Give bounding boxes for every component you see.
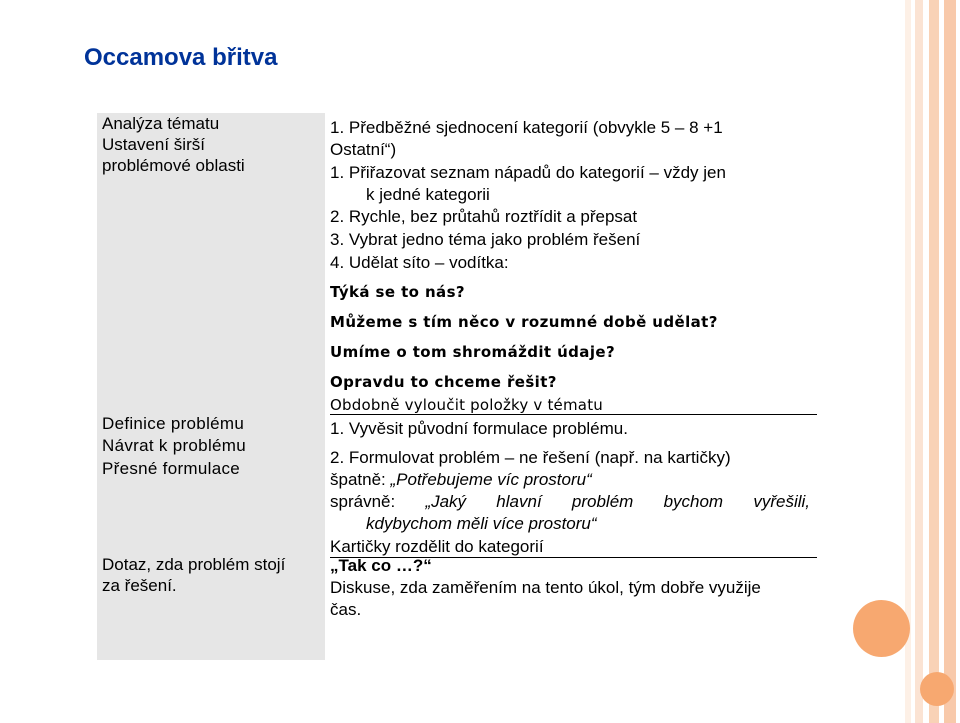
step-item: 1. Přiřazovat seznam nápadů do kategorií – vždy jen (330, 163, 726, 182)
filter-question: Opravdu to chceme řešit? (330, 373, 557, 391)
definition-step: 1. Vyvěsit původní formulace problému. (330, 419, 628, 438)
step-item: 3. Vybrat jedno téma jako problém řešení (330, 230, 641, 249)
left-label-return: Návrat k problému (102, 436, 246, 455)
discussion-text-cont: čas. (330, 600, 362, 619)
decor-stripe (929, 0, 939, 723)
wrong-quote: „Potřebujeme víc prostoru“ (390, 470, 592, 489)
right-quote-word: problém (571, 492, 634, 511)
right-quote-word: bychom (663, 492, 724, 511)
right-quote-cont: kdybychom měli více prostoru“ (366, 514, 597, 533)
right-label: správně: (330, 492, 396, 511)
left-label-area: problémové oblasti (102, 156, 245, 175)
left-label-question-cont: za řešení. (102, 576, 177, 595)
step-item-cont: k jedné kategorii (366, 185, 490, 204)
step-item: 2. Rychle, bez průtahů roztřídit a přepsat (330, 207, 638, 226)
left-label-definition: Definice problému (102, 414, 245, 433)
question-heading: „Tak co …?“ (330, 556, 432, 575)
discussion-text: Diskuse, zda zaměřením na tento úkol, tým dobře využije (330, 578, 761, 597)
left-label-analysis: Analýza tématu (102, 114, 220, 133)
cards-instruction: Kartičky rozdělit do kategorií (330, 537, 544, 556)
left-label-precise: Přesné formulace (102, 459, 241, 478)
slide-title: Occamova břitva (84, 44, 278, 71)
filter-question: Můžeme s tím něco v rozumné době udělat? (330, 313, 718, 331)
step-item-cont: Ostatní“) (330, 140, 397, 159)
definition-step: 2. Formulovat problém – ne řešení (např. na kartičky) (330, 448, 731, 467)
right-quote-word: vyřešili, (753, 492, 810, 511)
wrong-label: špatně: (330, 470, 391, 489)
right-example-cont (366, 513, 597, 535)
exclusion-note: Obdobně vyloučit položky v tématu (330, 396, 603, 414)
filter-question: Týká se to nás? (330, 283, 466, 301)
right-column (330, 0, 820, 723)
decor-stripe (915, 0, 923, 723)
step-item: 4. Udělat síto – vodítka: (330, 253, 509, 272)
section-divider (330, 414, 817, 415)
right-quote-word: „Jaký (425, 492, 467, 511)
decor-dot-large (853, 600, 910, 657)
decor-dot-small (920, 672, 954, 706)
right-example (330, 491, 810, 513)
step-item: 1. Předběžné sjednocení kategorií (obvykle 5 – 8 +1 (330, 118, 723, 137)
wrong-example (330, 469, 592, 491)
filter-question: Umíme o tom shromáždit údaje? (330, 343, 616, 361)
decor-stripe (944, 0, 956, 723)
left-label-scope: Ustavení širší (102, 135, 205, 154)
right-quote-word: hlavní (496, 492, 542, 511)
left-column (97, 113, 325, 660)
left-label-question: Dotaz, zda problém stojí (102, 555, 286, 574)
